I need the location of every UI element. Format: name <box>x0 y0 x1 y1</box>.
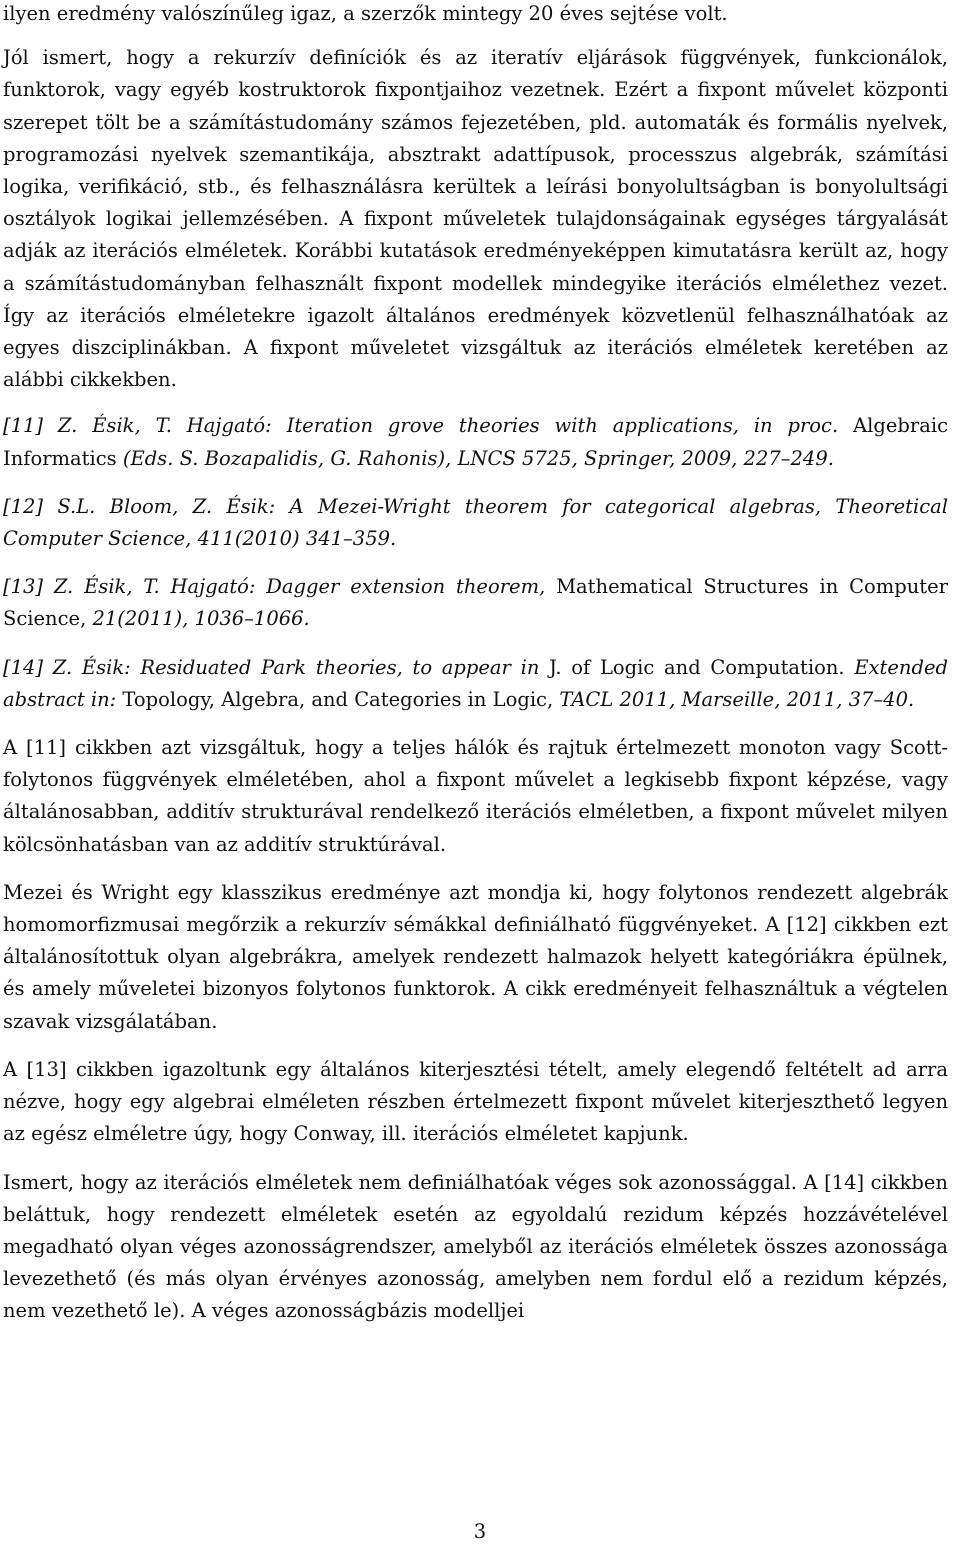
reference-13-part-a: [13] Z. Ésik, T. Hajgató: Dagger extension theorem, <box>3 575 546 599</box>
reference-11-part-c: (Eds. S. Bozapalidis, G. Rahonis), LNCS 5725, Springer, 2009, 227–249. <box>122 446 834 470</box>
reference-11-part-b: Algebraic Informatics <box>3 414 948 470</box>
paragraph-article-14: Ismert, hogy az iterációs elméletek nem definiálhatóak véges sok azonossággal. A [14] cikkben beláttuk, hogy rendezett elméletek esetén az egyoldalú rezidum képzés hozzávételével megadható olyan véges azonosságrendszer, amelyből az iterációs elméletek összes azonossága levezethető (és más olyan érvényes azonosság, amelyben nem fordul elő a rezidum képzés, nem vezethető le). A véges azonosságbázis modelljei <box>3 1170 948 1323</box>
reference-14-part-d: Topology, Algebra, and Categories in Logic, <box>116 687 560 711</box>
paragraph-article-11: A [11] cikkben azt vizsgáltuk, hogy a teljes hálók és rajtuk értelmezett monoton vagy Scott-folytonos függvények elméletében, ahol a fixpont művelet a legkisebb fixpont képzése, vagy általánosabban, additív strukturával rendelkező iterációs elméletben, a fixpont művelet milyen kölcsönhatásban van az additív struktúrával. <box>3 736 948 856</box>
paragraph-fixpoint-overview: Jól ismert, hogy a rekurzív definíciók és az iteratív eljárások függvények, funkcionálok, funktorok, vagy egyéb kostruktorok fixpontjaihoz vezetnek. Ezért a fixpont művelet központi szerepet tölt be a számítástudomány számos fejezetében, pld. automaták és formális nyelvek, programozási nyelvek szemantikája, absztrakt adattípusok, processzus algebrák, számítási logika, verifikáció, stb., és felhasználásra kerültek a leírási bonyolultságban is bonyolultsági osztályok logikai jellemzésében. A fixpont műveletek tulajdonságainak egységes tárgyalását adják az iterációs elméletek. Korábbi kutatások eredményeképpen kimutatásra került az, hogy a számítástudományban felhasznált fixpont modellek mindegyike iterációs elmélethez vezet. Így az iterációs elméletekre igazolt általános eredmények közvetlenül felhasználhatóak az egyes diszciplinákban. A fixpont műveletet vizsgáltuk az iterációs elméletek keretében az alábbi cikkekben. <box>3 46 948 392</box>
page-number: 3 <box>473 1520 487 1543</box>
reference-14-part-c: Extended abstract in: <box>3 655 948 711</box>
reference-11 <box>3 410 948 474</box>
paragraph-article-12: Mezei és Wright egy klasszikus eredménye azt mondja ki, hogy folytonos rendezett algebrák homomorfizmusai megőrzik a rekurzív sémákkal definiálható függvényeket. A [12] cikkben ezt általánosítottuk olyan algebrákra, amelyek rendezett halmazok helyett kategóriákra épülnek, és amely műveletei bizonyos folytonos funktorok. A cikk eredményeit felhasználtuk a végtelen szavak vizsgálatában. <box>3 880 948 1033</box>
reference-12-part-a: [12] S.L. Bloom, Z. Ésik: A Mezei-Wright theorem for categorical algebras, Theoretical Computer Science, 411(2010) 341–359. <box>3 494 948 551</box>
reference-12 <box>3 491 948 555</box>
reference-14-part-a: [14] Z. Ésik: Residuated Park theories, to appear in <box>3 655 540 679</box>
reference-14-part-b: J. of Logic and Computation. <box>539 655 855 679</box>
reference-13 <box>3 571 948 635</box>
reference-13-part-b: Mathematical Structures in Computer Science, <box>3 575 948 631</box>
reference-14 <box>3 652 948 716</box>
paragraph-article-13: A [13] cikkben igazoltunk egy általános kiterjesztési tételt, amely elegendő feltételt ad arra nézve, hogy egy algebrai elméleten részben értelmezett fixpont művelet kiterjeszthető legyen az egész elméletre úgy, hogy Conway, ill. iterációs elméletet kapjunk. <box>3 1057 948 1146</box>
reference-14-part-e: TACL 2011, Marseille, 2011, 37–40. <box>559 687 915 711</box>
paragraph-intro-tail: ilyen eredmény valószínűleg igaz, a szerzők mintegy 20 éves sejtése volt. <box>3 2 728 25</box>
reference-11-part-a: [11] Z. Ésik, T. Hajgató: Iteration grove theories with applications, in proc. <box>3 414 839 438</box>
reference-13-part-c: 21(2011), 1036–1066. <box>92 607 310 631</box>
